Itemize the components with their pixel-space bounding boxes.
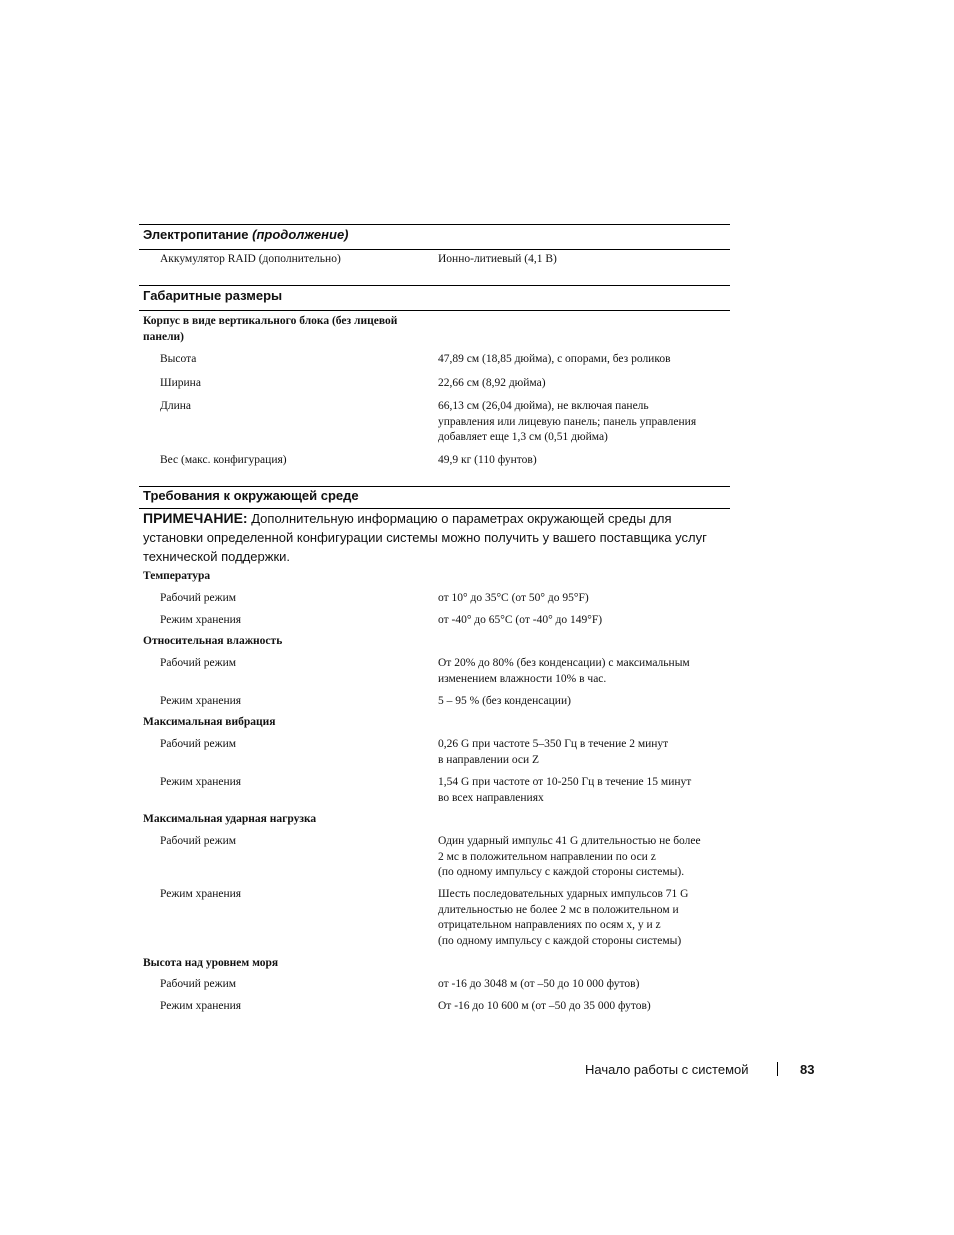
spec-label: Высота xyxy=(160,353,197,365)
section-rule-bottom xyxy=(139,249,730,250)
spec-value: 22,66 см (8,92 дюйма) xyxy=(438,377,546,389)
spec-value: 66,13 см (26,04 дюйма), не включая панель управления или лицевую панель; панель управления добавляет еще 1,3 см (0,51 дюйма) xyxy=(438,400,697,443)
spec-value: Ионно-литиевый (4,1 В) xyxy=(438,253,557,265)
spec-label: Вес (макс. конфигурация) xyxy=(160,454,287,466)
spec-value: 5 – 95 % (без конденсации) xyxy=(438,695,571,707)
spec-value: От -16 до 10 600 м (от –50 до 35 000 футов) xyxy=(438,1000,651,1012)
footer-separator xyxy=(777,1062,778,1076)
section-rule-bottom xyxy=(139,310,730,311)
section-rule-top xyxy=(139,285,730,286)
subheading-vibration: Максимальная вибрация xyxy=(143,716,276,728)
spec-value: от -40° до 65°C (от -40° до 149°F) xyxy=(438,614,603,626)
spec-label: Режим хранения xyxy=(160,776,242,788)
section-rule-top xyxy=(139,224,730,225)
subheading-altitude: Высота над уровнем моря xyxy=(143,957,279,969)
spec-label: Режим хранения xyxy=(160,695,242,707)
section-heading-dimensions: Габаритные размеры xyxy=(143,288,283,303)
spec-value: 47,89 см (18,85 дюйма), с опорами, без роликов xyxy=(438,353,671,365)
spec-label: Режим хранения xyxy=(160,888,242,900)
section-heading-environment: Требования к окружающей среде xyxy=(143,488,359,503)
spec-label: Аккумулятор RAID (дополнительно) xyxy=(160,253,341,265)
spec-label: Рабочий режим xyxy=(160,835,237,847)
spec-label: Рабочий режим xyxy=(160,738,237,750)
subheading-chassis: Корпус в виде вертикального блока (без лицевой панели) xyxy=(143,315,398,343)
spec-value: 49,9 кг (110 фунтов) xyxy=(438,454,537,466)
spec-label: Ширина xyxy=(160,377,201,389)
subheading-temperature: Температура xyxy=(143,570,211,582)
spec-value: от -16 до 3048 м (от –50 до 10 000 футов) xyxy=(438,978,640,990)
spec-label: Рабочий режим xyxy=(160,978,237,990)
page-number: 83 xyxy=(800,1062,815,1077)
spec-label: Рабочий режим xyxy=(160,592,237,604)
spec-value: 1,54 G при частоте от 10-250 Гц в течение 15 минут во всех направлениях xyxy=(438,776,692,804)
note-text: Дополнительную информацию о параметрах окружающей среды для установки определенной конфигурации системы можно получить у вашего поставщика услуг технической поддержки. xyxy=(143,511,707,564)
subheading-shock: Максимальная ударная нагрузка xyxy=(143,813,317,825)
section-rule-top xyxy=(139,486,730,487)
subheading-humidity: Относительная влажность xyxy=(143,635,283,647)
section-title: Электропитание xyxy=(143,227,249,242)
spec-value: Один ударный импульс 41 G длительностью не более 2 мс в положительном направлении по оси z (по одному импульсу с каждой стороны системы). xyxy=(438,835,701,878)
spec-label: Режим хранения xyxy=(160,614,242,626)
section-heading-power xyxy=(143,227,349,243)
spec-value: 0,26 G при частоте 5–350 Гц в течение 2 минут в направлении оси Z xyxy=(438,738,669,766)
spec-value: Шесть последовательных ударных импульсов 71 G длительностью не более 2 мс в положительном и отрицательном направлениях по осям x, y и z (по одному импульсу с каждой стороны системы) xyxy=(438,888,689,947)
section-title-continued: (продолжение) xyxy=(252,227,349,242)
spec-value: От 20% до 80% (без конденсации) с максимальным изменением влажности 10% в час. xyxy=(438,657,690,685)
note-label: ПРИМЕЧАНИЕ: xyxy=(143,510,248,526)
spec-label: Рабочий режим xyxy=(160,657,237,669)
spec-value: от 10° до 35°C (от 50° до 95°F) xyxy=(438,592,589,604)
note-paragraph xyxy=(143,509,733,566)
spec-label: Длина xyxy=(160,400,191,412)
spec-label: Режим хранения xyxy=(160,1000,242,1012)
footer-title: Начало работы с системой xyxy=(585,1062,749,1077)
